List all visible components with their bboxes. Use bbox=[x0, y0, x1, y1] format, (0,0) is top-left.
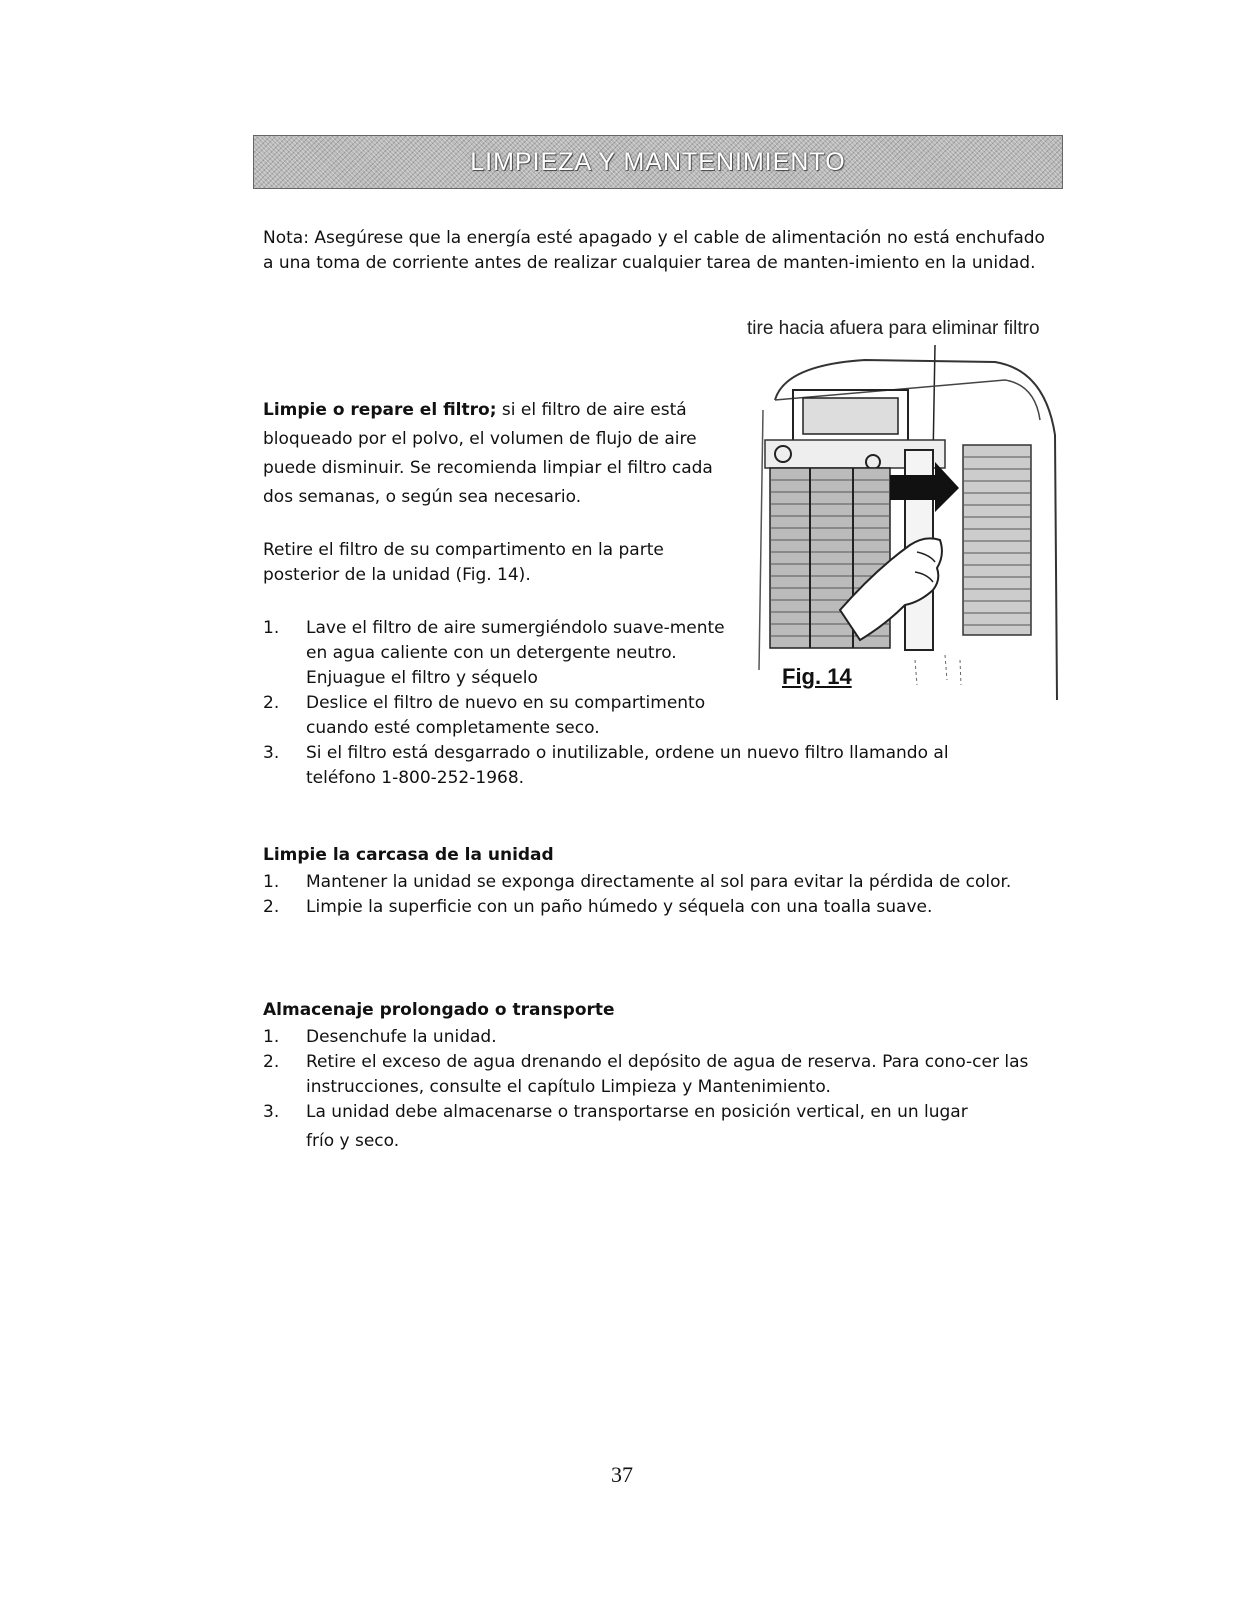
list-item: 1. Lave el filtro de aire sumergiéndolo suave-mente en agua caliente con un detergente neutro. Enjuague el filtro y séquelo bbox=[263, 618, 725, 688]
storage-heading: Almacenaje prolongado o transporte bbox=[263, 1000, 615, 1020]
list-item: 2. Deslice el filtro de nuevo en su compartimento cuando esté completamente seco. bbox=[263, 693, 706, 738]
filter-heading: Limpie o repare el filtro; bbox=[263, 400, 497, 420]
list-item: 1. Mantener la unidad se exponga directamente al sol para evitar la pérdida de color. bbox=[263, 872, 1012, 892]
section-header-banner bbox=[253, 135, 1063, 189]
filter-remove-text: Retire el filtro de su compartimento en la parte posterior de la unidad (Fig. 14). bbox=[263, 540, 664, 585]
list-item: 1. Desenchufe la unidad. bbox=[263, 1027, 497, 1047]
casing-heading: Limpie la carcasa de la unidad bbox=[263, 845, 554, 865]
list-item: 3. La unidad debe almacenarse o transportarse en posición vertical, en un lugar frío y seco. bbox=[263, 1102, 968, 1151]
figure-label: Fig. 14 bbox=[782, 664, 852, 689]
page-number: 37 bbox=[611, 1462, 633, 1487]
list-item: 2. Retire el exceso de agua drenando el depósito de agua de reserva. Para cono-cer las instrucciones, consulte el capítulo Limpieza y Mantenimiento. bbox=[263, 1052, 1029, 1097]
safety-note: Nota: Asegúrese que la energía esté apagado y el cable de alimentación no está enchufado a una toma de corriente antes de realizar cualquier tarea de manten-imiento en la unidad. bbox=[263, 228, 1045, 273]
filter-intro bbox=[263, 396, 713, 512]
list-item: 2. Limpie la superficie con un paño húmedo y séquela con una toalla suave. bbox=[263, 897, 933, 917]
storage-steps-list bbox=[263, 1025, 1053, 1154]
casing-steps-list bbox=[263, 870, 1053, 920]
filter-steps-list bbox=[263, 616, 1023, 791]
filter-intro-text: si el filtro de aire está bloqueado por el polvo, el volumen de flujo de aire puede disminuir. Se recomienda limpiar el filtro cada dos semanas, o según sea necesario. bbox=[263, 400, 713, 507]
figure-caption: tire hacia afuera para eliminar filtro bbox=[747, 318, 1040, 339]
section-title: LIMPIEZA Y MANTENIMIENTO bbox=[470, 147, 846, 176]
list-item: 3. Si el filtro está desgarrado o inutilizable, ordene un nuevo filtro llamando al teléfono 1-800-252-1968. bbox=[263, 743, 949, 788]
